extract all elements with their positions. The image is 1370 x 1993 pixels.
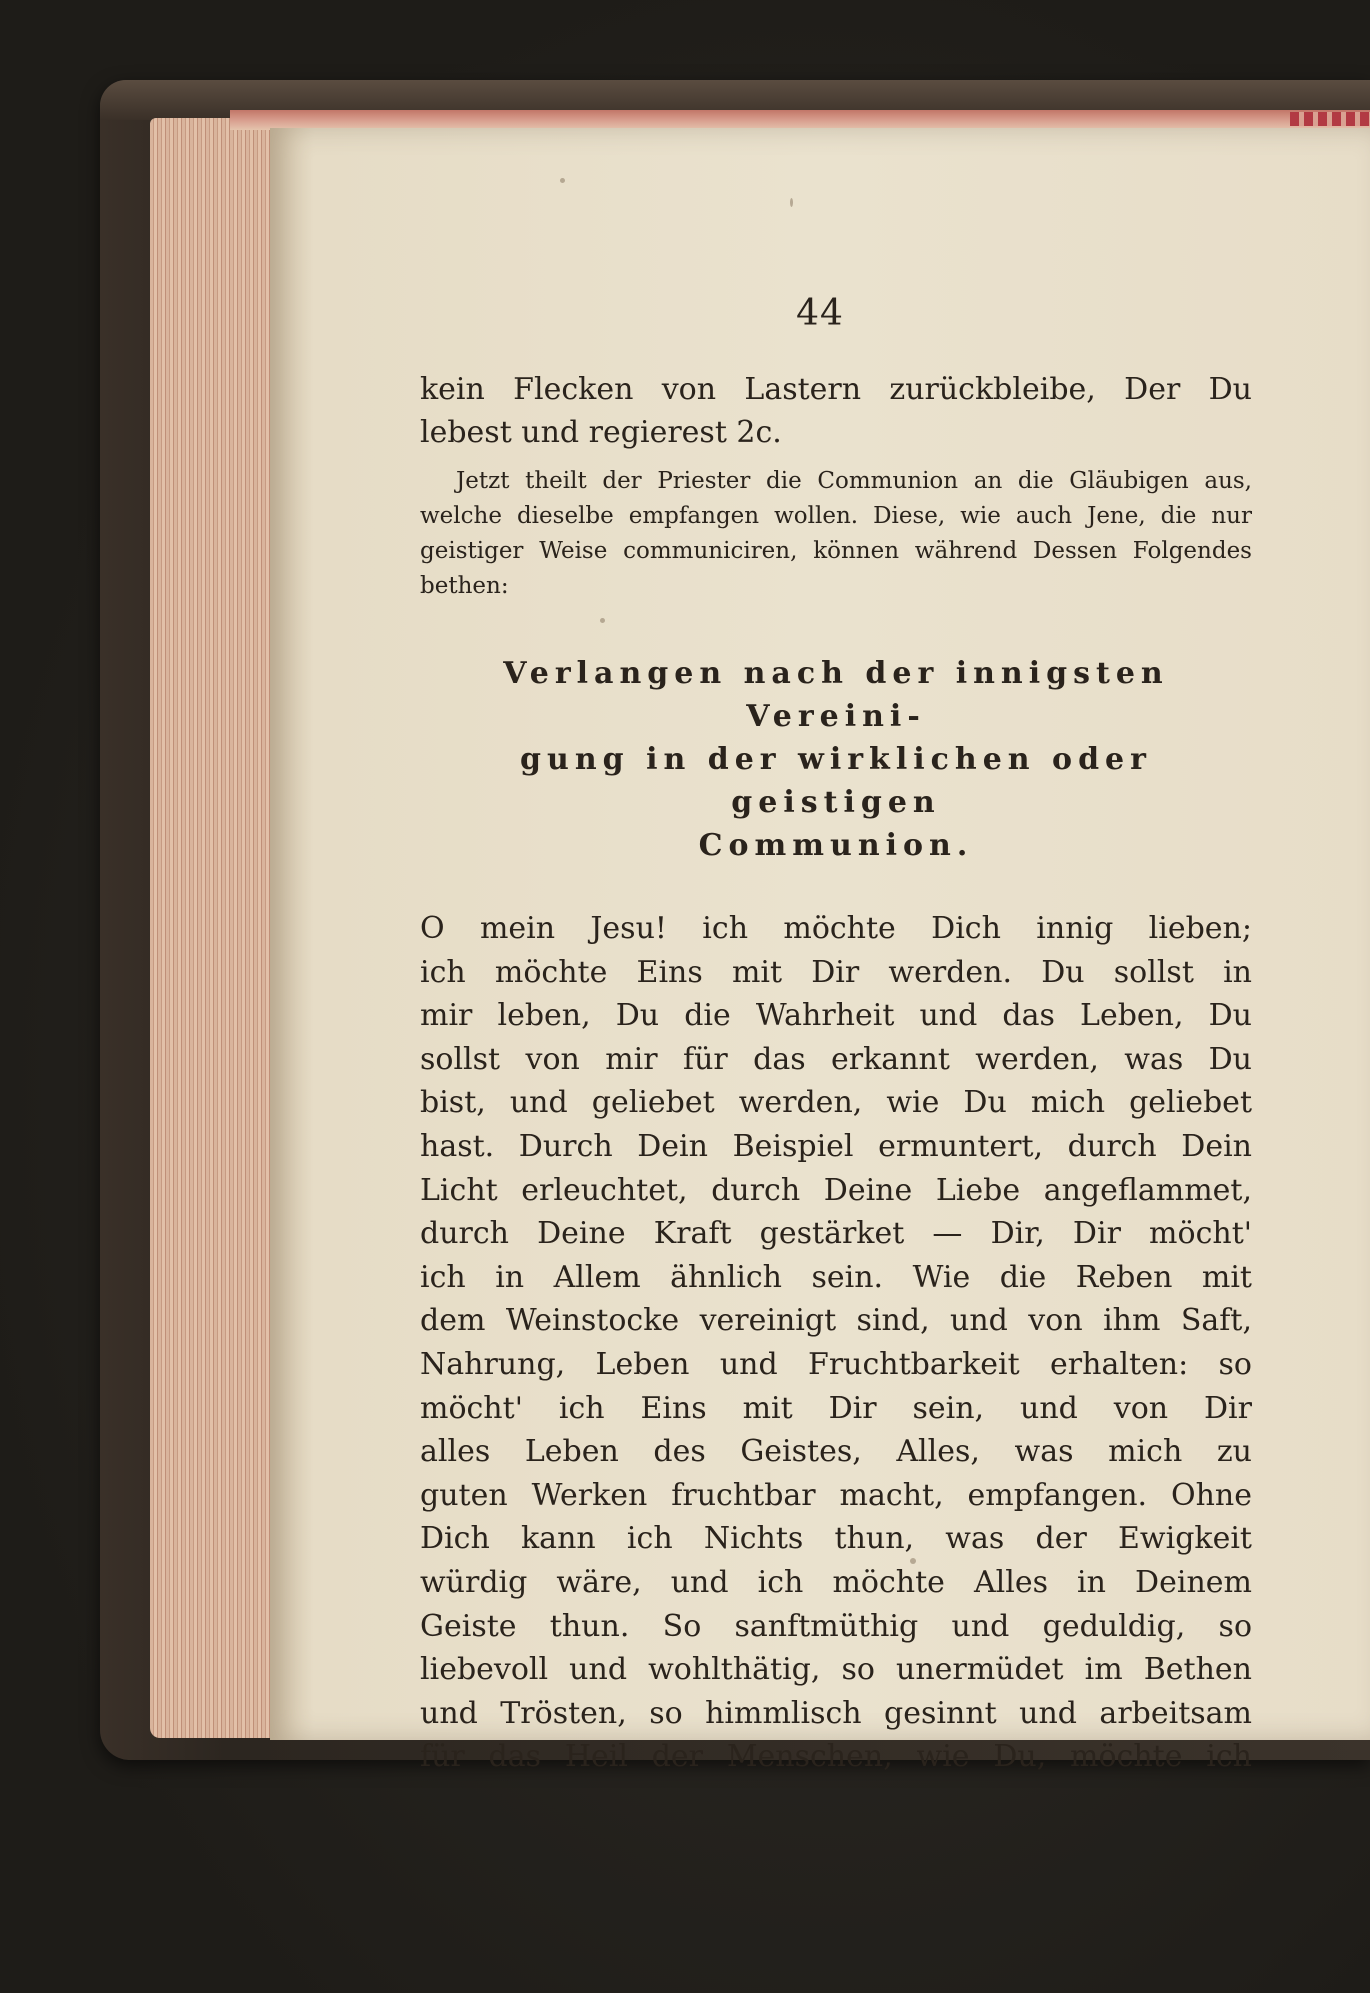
prayer-line: ich in Allem ähnlich sein. Wie die Reben mit xyxy=(420,1259,1252,1295)
prayer-line: dem Weinstocke vereinigt sind, und von ihm Saft, xyxy=(420,1303,1252,1339)
prayer-line: liebevoll und wohlthätig, so unermüdet im Bethen xyxy=(420,1652,1252,1688)
prayer-line: möcht' ich Eins mit Dir sein, und von Dir xyxy=(420,1390,1252,1426)
prayer-line: ich möchte Eins mit Dir werden. Du sollst in xyxy=(420,954,1252,990)
prayer-line: bist, und geliebet werden, wie Du mich geliebet xyxy=(420,1085,1252,1121)
prayer-line: durch Deine Kraft gestärket — Dir, Dir möcht' xyxy=(420,1216,1252,1252)
top-page-edge xyxy=(230,110,1370,130)
prayer-line: Dich kann ich Nichts thun, was der Ewigkeit xyxy=(420,1521,1252,1557)
prayer-line: Geiste thun. So sanftmüthig und geduldig, so xyxy=(420,1608,1252,1644)
prayer-line: alles Leben des Geistes, Alles, was mich zu xyxy=(420,1434,1252,1470)
paper-speck xyxy=(560,178,565,183)
prayer-line: guten Werken fruchtbar macht, empfangen. Ohne xyxy=(420,1477,1252,1513)
section-heading xyxy=(420,652,1252,867)
prayer-line: und Trösten, so himmlisch gesinnt und arbeitsam xyxy=(420,1695,1252,1731)
opening-line: lebest und regierest 2c. xyxy=(420,415,782,450)
heading-line: Verlangen nach der innigsten Vereini- xyxy=(503,656,1169,734)
page-number: 44 xyxy=(796,293,844,334)
opening-line: kein Flecken von Lastern zurückbleibe, Der Du xyxy=(420,372,1252,407)
prayer-line: würdig wäre, und ich möchte Alles in Deinem xyxy=(420,1564,1252,1600)
prayer-line: Nahrung, Leben und Fruchtbarkeit erhalten: so xyxy=(420,1346,1252,1382)
heading-line: Communion. xyxy=(698,828,974,863)
prayer-line: O mein Jesu! ich möchte Dich innig lieben; xyxy=(420,911,1252,946)
book-page xyxy=(270,128,1370,1775)
ribbon-marker xyxy=(1290,112,1370,126)
prayer-line: sollst von mir für das erkannt werden, was Du xyxy=(420,1041,1252,1077)
page-text xyxy=(420,368,1252,1779)
prayer-line: für das Heil der Menschen, wie Du, möchte ich xyxy=(420,1739,1252,1775)
rubric-instruction: Jetzt theilt der Priester die Communion an die Gläubigen aus, welche dieselbe empfangen wollen. Diese, wie auch Jene, die nur geistiger Weise communiciren, können während Dessen Folgendes bethen: xyxy=(420,468,1252,599)
page-edges xyxy=(150,118,280,1738)
prayer-text xyxy=(420,907,1252,1779)
heading-line: gung in der wirklichen oder geistigen xyxy=(520,742,1152,820)
paper-speck xyxy=(790,198,793,207)
prayer-line: Licht erleuchtet, durch Deine Liebe angeflammet, xyxy=(420,1172,1252,1208)
prayer-line: mir leben, Du die Wahrheit und das Leben, Du xyxy=(420,998,1252,1034)
prayer-line: hast. Durch Dein Beispiel ermuntert, durch Dein xyxy=(420,1128,1252,1164)
